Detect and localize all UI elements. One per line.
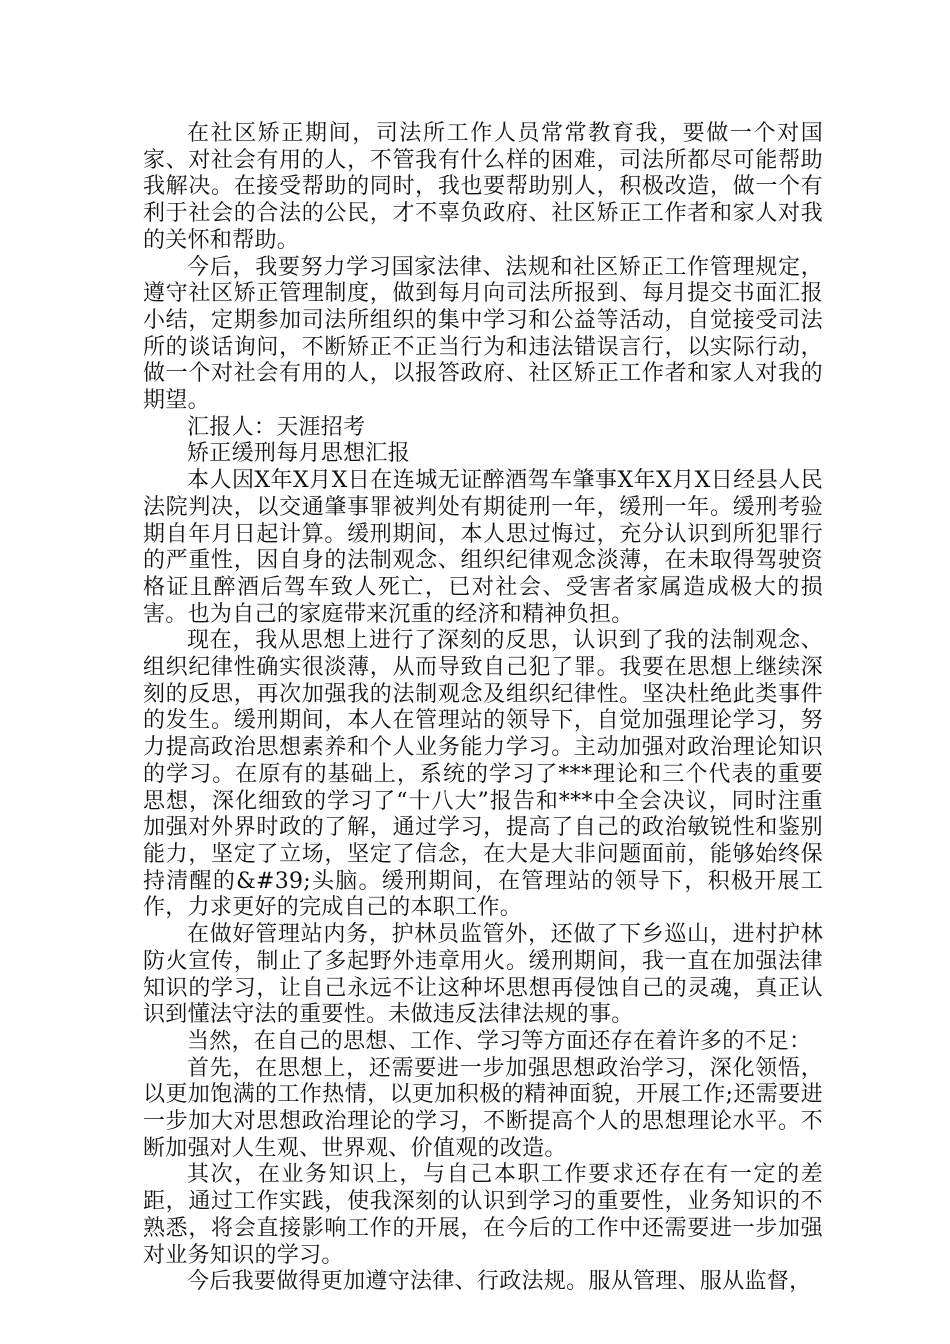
paragraph-shortcomings-intro: 当然，在自己的思想、工作、学习等方面还存在着许多的不足： xyxy=(187,1028,812,1054)
section-title: 矫正缓刑每月思想汇报 xyxy=(187,441,411,467)
paragraph-case-background: 本人因X年X月X日在连城无证醉酒驾车肇事X年X月X日经县人民法院判决，以交通肇事罪被判处有期徒刑一年，缓刑一年。缓刑考验期自年月日起计算。缓刑期间，本人思过悔过，充分认识到所犯罪行的严重性，因自身的法制观念、组织纪律观念淡薄，在未取得驾驶资格证且醉酒后驾车致人死亡，已对社会、受害者家属造成极大的损害。也为自己的家庭带来沉重的经济和精神负担。 xyxy=(143,468,823,627)
paragraph-future-compliance: 今后我要做得更加遵守法律、行政法规。服从管理、服从监督， xyxy=(187,1269,812,1295)
paragraph-second-shortcoming: 其次，在业务知识上，与自己本职工作要求还存在有一定的差距，通过工作实践，使我深刻的认识到学习的重要性，业务知识的不熟悉，将会直接影响工作的开展，在今后的工作中还需要进一步加强对业务知识的学习。 xyxy=(143,1162,823,1268)
paragraph-first-shortcoming: 首先，在思想上，还需要进一步加强思想政治学习，深化领悟，以更加饱满的工作热情，以更加积极的精神面貌，开展工作;还需要进一步加大对思想政治理论的学习，不断提高个人的思想理论水平。不断加强对人生观、世界观、价值观的改造。 xyxy=(143,1055,823,1161)
paragraph-reflection: 现在，我从思想上进行了深刻的反思，认识到了我的法制观念、组织纪律性确实很淡薄，从而导致自己犯了罪。我要在思想上继续深刻的反思，再次加强我的法制观念及组织纪律性。坚决杜绝此类事件的发生。缓刑期间，本人在管理站的领导下，自觉加强理论学习，努力提高政治思想素养和个人业务能力学习。主动加强对政治理论知识的学习。在原有的基础上，系统的学习了***理论和三个代表的重要思想，深化细致的学习了“十八大”报告和***中全会决议，同时注重加强对外界时政的了解，通过学习，提高了自己的政治敏锐性和鉴别能力，坚定了立场，坚定了信念，在大是大非问题面前，能够始终保持清醒的&#39;头脑。缓刑期间，在管理站的领导下，积极开展工作，力求更好的完成自己的本职工作。 xyxy=(143,628,823,921)
document-body xyxy=(143,121,823,1296)
paragraph-community-correction: 在社区矫正期间，司法所工作人员常常教育我，要做一个对国家、对社会有用的人，不管我有什么样的困难，司法所都尽可能帮助我解决。在接受帮助的同时，我也要帮助别人，积极改造，做一个有利于社会的合法的公民，才不辜负政府、社区矫正工作者和家人对我的关怀和帮助。 xyxy=(143,121,823,253)
paragraph-work-duties: 在做好管理站内务，护林员监管外，还做了下乡巡山，进村护林防火宣传，制止了多起野外违章用火。缓刑期间，我一直在加强法律知识的学习，让自己永远不让这种坏思想再侵蚀自己的灵魂，真正认识到懂法守法的重要性。未做违反法律法规的事。 xyxy=(143,922,823,1028)
paragraph-future-commitment: 今后，我要努力学习国家法律、法规和社区矫正工作管理规定，遵守社区矫正管理制度，做到每月向司法所报到、每月提交书面汇报小结，定期参加司法所组织的集中学习和公益等活动，自觉接受司法所的谈话询问，不断矫正不正当行为和违法错误言行，以实际行动，做一个对社会有用的人，以报答政府、社区矫正工作者和家人对我的期望。 xyxy=(143,254,823,414)
reporter-signature: 汇报人：天涯招考 xyxy=(187,414,366,440)
